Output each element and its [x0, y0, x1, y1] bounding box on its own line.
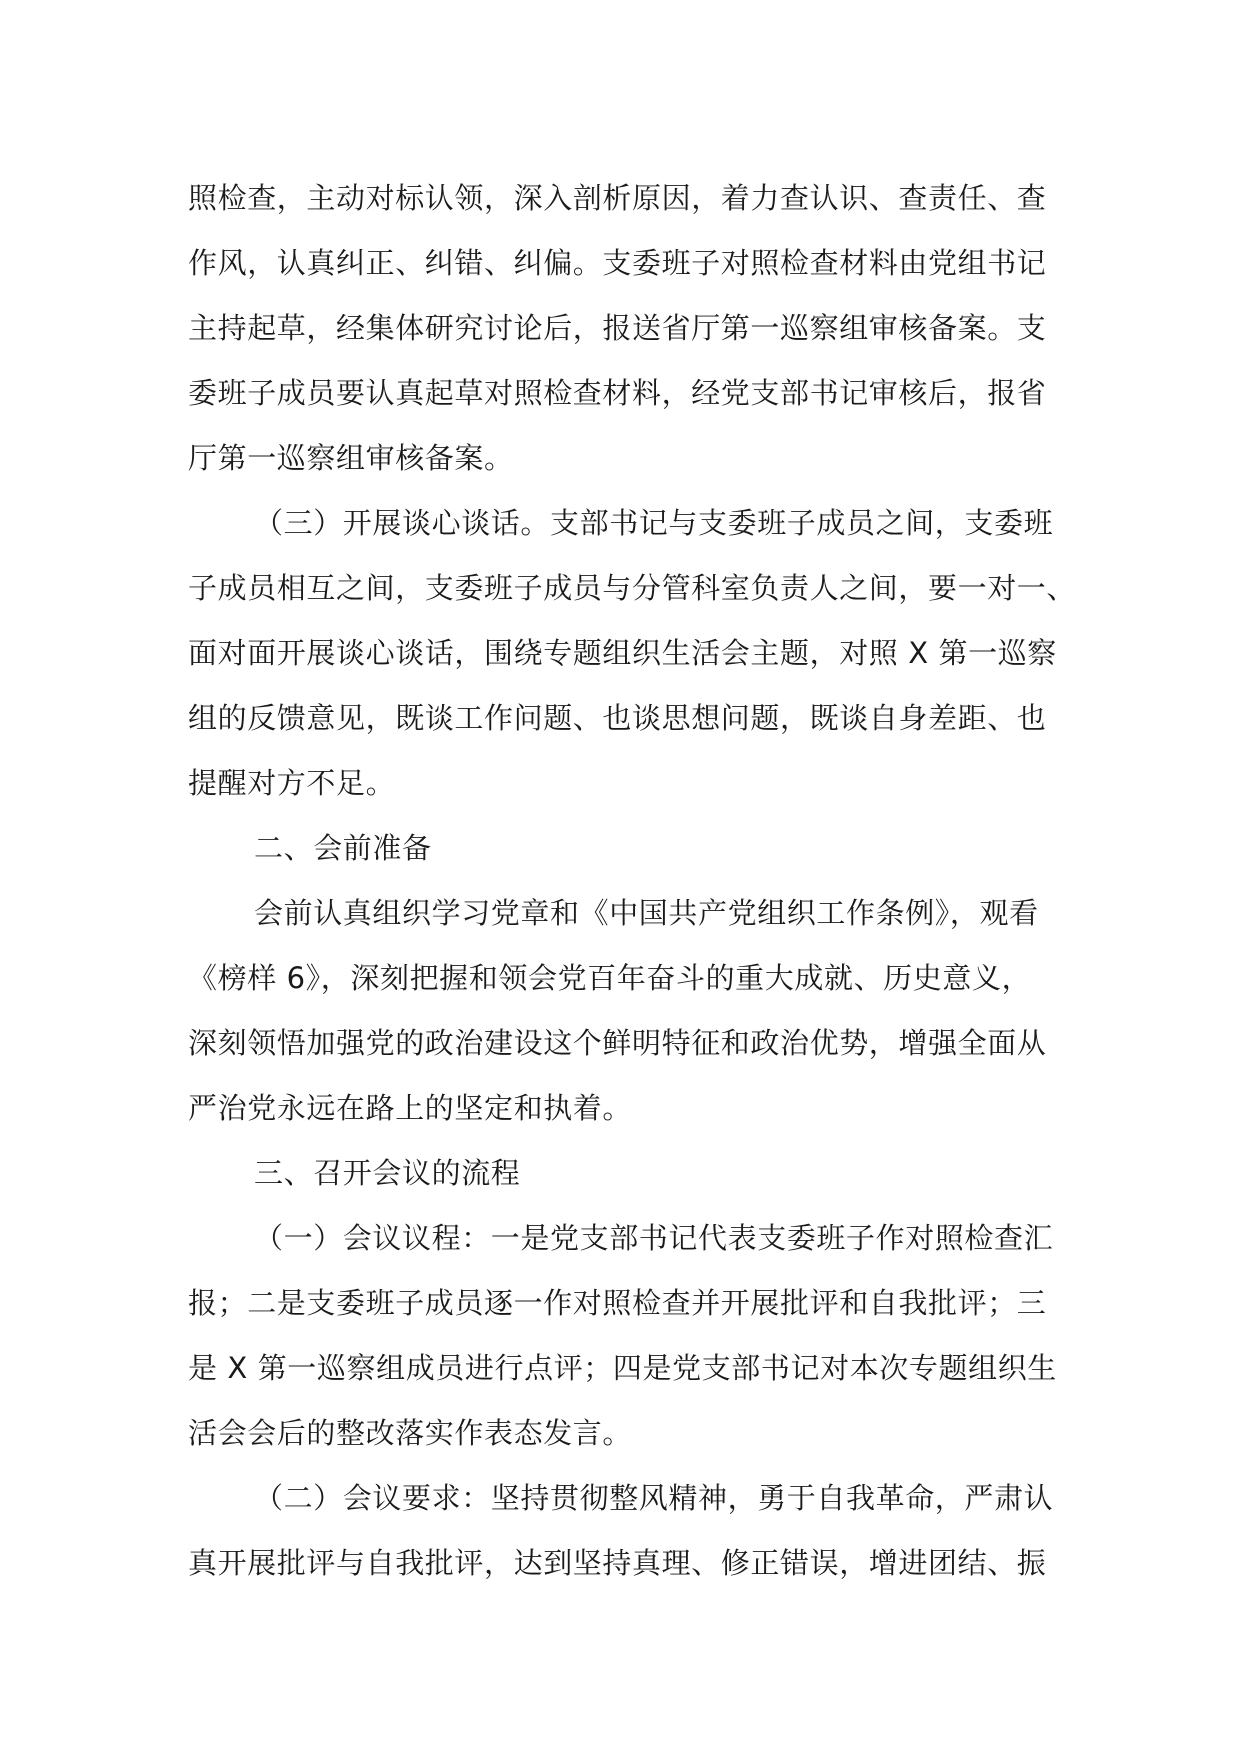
section-heading: 二、会前准备 — [254, 831, 432, 865]
paragraph-start-line: （二）会议要求：坚持贯彻整风精神，勇于自我革命，严肃认 — [254, 1481, 1054, 1515]
text-line: 严治党永远在路上的坚定和执着。 — [188, 1091, 633, 1125]
text-line: 《榜样 6》，深刻把握和领会党百年奋斗的重大成就、历史意义， — [188, 961, 1032, 995]
text-line: 厅第一巡察组审核备案。 — [188, 441, 514, 475]
text-line: 照检查，主动对标认领，深入剖析原因，着力查认识、查责任、查 — [188, 181, 1047, 215]
text-line: 提醒对方不足。 — [188, 766, 396, 800]
text-line: 子成员相互之间，支委班子成员与分管科室负责人之间，要一对一、 — [188, 571, 1077, 605]
text-line: 报；二是支委班子成员逐一作对照检查并开展批评和自我批评；三 — [188, 1286, 1047, 1320]
text-line: 委班子成员要认真起草对照检查材料，经党支部书记审核后，报省 — [188, 376, 1047, 410]
document-body — [188, 166, 1077, 1596]
section-heading: 三、召开会议的流程 — [254, 1156, 521, 1190]
text-line: 深刻领悟加强党的政治建设这个鲜明特征和政治优势，增强全面从 — [188, 1026, 1047, 1060]
text-line: 是 X 第一巡察组成员进行点评；四是党支部书记对本次专题组织生 — [188, 1351, 1057, 1385]
paragraph-start-line: （三）开展谈心谈话。支部书记与支委班子成员之间，支委班 — [254, 506, 1054, 540]
text-line: 作风，认真纠正、纠错、纠偏。支委班子对照检查材料由党组书记 — [188, 246, 1047, 280]
text-line: 活会会后的整改落实作表态发言。 — [188, 1416, 633, 1450]
text-line: 真开展批评与自我批评，达到坚持真理、修正错误，增进团结、振 — [188, 1546, 1047, 1580]
text-line: 组的反馈意见，既谈工作问题、也谈思想问题，既谈自身差距、也 — [188, 701, 1047, 735]
paragraph-start-line: （一）会议议程：一是党支部书记代表支委班子作对照检查汇 — [254, 1221, 1054, 1255]
text-line: 主持起草，经集体研究讨论后，报送省厅第一巡察组审核备案。支 — [188, 311, 1047, 345]
text-line: 面对面开展谈心谈话，围绕专题组织生活会主题，对照 X 第一巡察 — [188, 636, 1057, 670]
paragraph-start-line: 会前认真组织学习党章和《中国共产党组织工作条例》，观看 — [254, 896, 1039, 930]
